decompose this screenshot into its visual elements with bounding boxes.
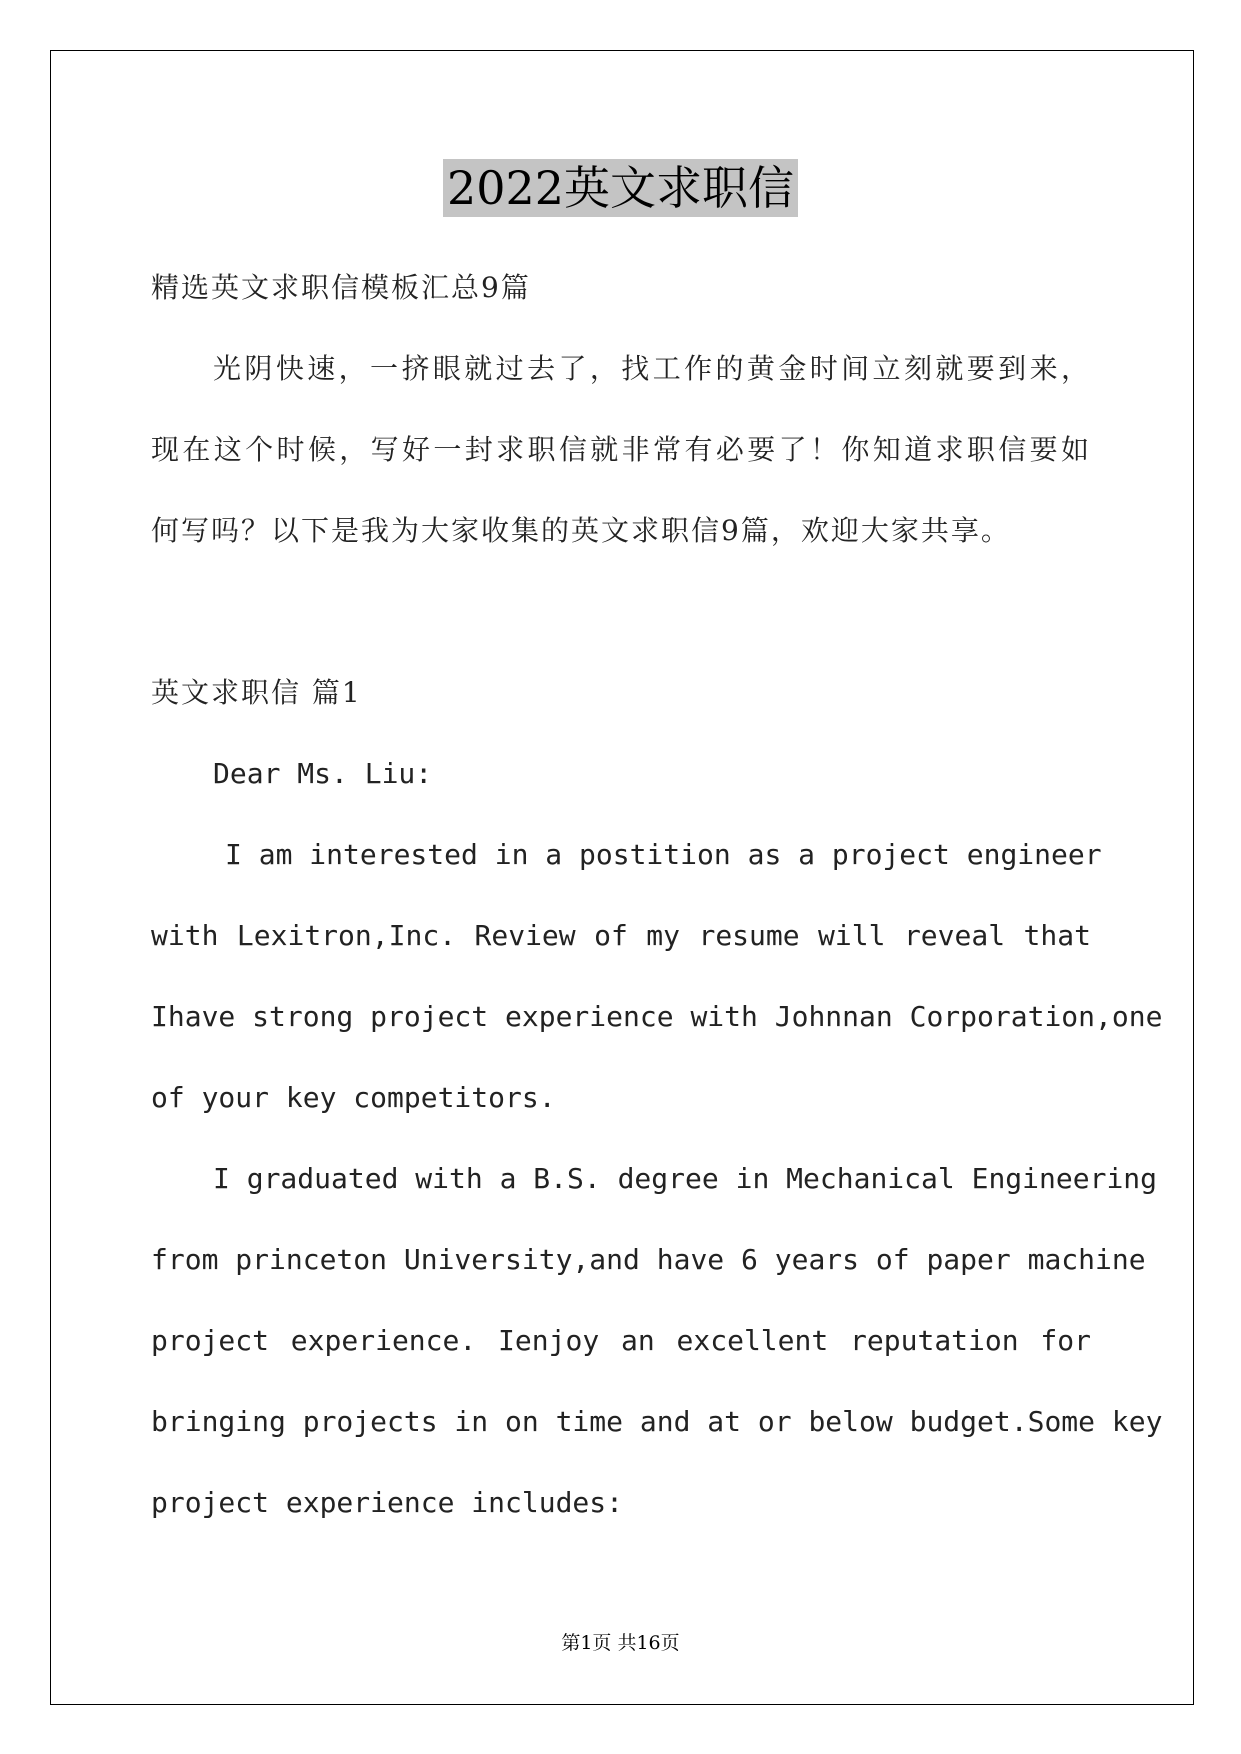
- paragraph1-line-3: Ihave strong project experience with Johnnan Corporation,one: [151, 1000, 1163, 1033]
- paragraph2-line-5: project experience includes:: [151, 1486, 624, 1519]
- paragraph2-line-4: bringing projects in on time and at or below budget.Some key: [151, 1405, 1163, 1438]
- paragraph2-line-2: from princeton University,and have 6 years of paper machine: [151, 1243, 1146, 1276]
- document-title: [0, 152, 1241, 218]
- intro-line-3: 何写吗？以下是我为大家收集的英文求职信9篇，欢迎大家共享。: [151, 514, 1011, 547]
- document-subtitle: 精选英文求职信模板汇总9篇: [151, 271, 531, 304]
- intro-line-2: 现在这个时候，写好一封求职信就非常有必要了！你知道求职信要如: [151, 433, 1091, 466]
- paragraph1-line-2: with Lexitron,Inc. Review of my resume will reveal that: [151, 919, 1091, 952]
- paragraph1-line-4: of your key competitors.: [151, 1081, 556, 1114]
- intro-line-1: 光阴快速，一挤眼就过去了，找工作的黄金时间立刻就要到来，: [213, 352, 1091, 385]
- page-number-footer: 第1页 共16页: [561, 1632, 680, 1654]
- document-title-text: 2022英文求职信: [443, 159, 798, 217]
- paragraph2-line-3: project experience. Ienjoy an excellent reputation for: [151, 1324, 1091, 1357]
- section-heading: 英文求职信 篇1: [151, 676, 362, 709]
- paragraph1-line-1: I am interested in a postition as a project engineer: [225, 838, 1102, 871]
- paragraph2-line-1: I graduated with a B.S. degree in Mechanical Engineering: [213, 1162, 1158, 1195]
- salutation: Dear Ms. Liu:: [213, 757, 433, 790]
